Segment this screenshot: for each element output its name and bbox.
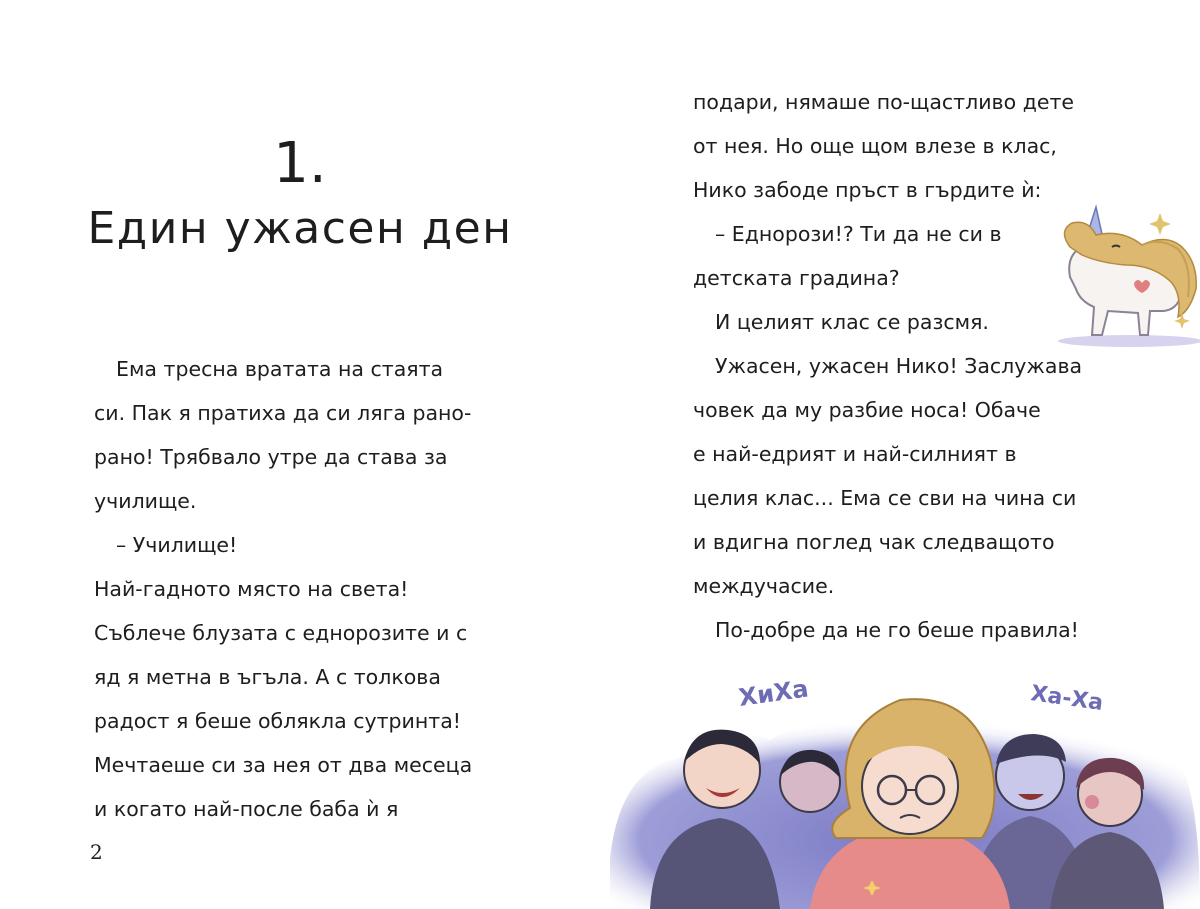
text-line: е най-едрият и най-силният в bbox=[693, 442, 1017, 466]
text-line: междучасие. bbox=[693, 574, 835, 598]
unicorn-illustration bbox=[1030, 185, 1200, 355]
text-line: Ужасен, ужасен Нико! Заслужава bbox=[715, 354, 1083, 378]
text-line: – Еднорози!? Ти да не си в bbox=[715, 222, 1002, 246]
chapter-number: 1. bbox=[273, 131, 327, 196]
laughing-class-illustration bbox=[610, 648, 1200, 909]
text-line: Най-гадното място на света! bbox=[94, 577, 409, 601]
text-line: Мечтаеше си за нея от два месеца bbox=[94, 753, 473, 777]
text-line: рано! Трябвало утре да става за bbox=[94, 445, 448, 469]
page-number: 2 bbox=[90, 840, 103, 864]
text-line: радост я беше облякла сутринта! bbox=[94, 709, 461, 733]
text-line: Съблече блузата с еднорозите и с bbox=[94, 621, 468, 645]
left-page-text bbox=[94, 347, 524, 831]
chapter-title: Един ужасен ден bbox=[87, 203, 513, 254]
text-line: Нико забоде пръст в гърдите ѝ: bbox=[693, 178, 1042, 202]
text-line: целия клас... Ема се сви на чина си bbox=[693, 486, 1077, 510]
text-line: И целият клас се разсмя. bbox=[715, 310, 989, 334]
text-line: Ема тресна вратата на стаята bbox=[116, 357, 444, 381]
text-line: По-добре да не го беше правила! bbox=[715, 618, 1079, 642]
laugh-text-right: Ха-Ха bbox=[1029, 681, 1105, 717]
kid-back bbox=[780, 750, 840, 812]
laugh-text-left: ХиХа bbox=[736, 674, 811, 712]
text-line: от нея. Но още щом влезе в клас, bbox=[693, 134, 1057, 158]
text-line: яд я метна в ъгъла. А с толкова bbox=[94, 665, 441, 689]
text-line: – Училище! bbox=[116, 533, 238, 557]
text-line: и вдигна поглед чак следващото bbox=[693, 530, 1055, 554]
text-line: подари, нямаше по-щастливо дете bbox=[693, 90, 1075, 114]
text-line: детската градина? bbox=[693, 266, 900, 290]
text-line: човек да му разбие носа! Обаче bbox=[693, 398, 1041, 422]
text-line: училище. bbox=[94, 489, 197, 513]
right-page-text bbox=[693, 80, 1123, 652]
text-line: си. Пак я пратиха да си ляга рано- bbox=[94, 401, 472, 425]
text-line: и когато най-после баба ѝ я bbox=[94, 797, 399, 821]
